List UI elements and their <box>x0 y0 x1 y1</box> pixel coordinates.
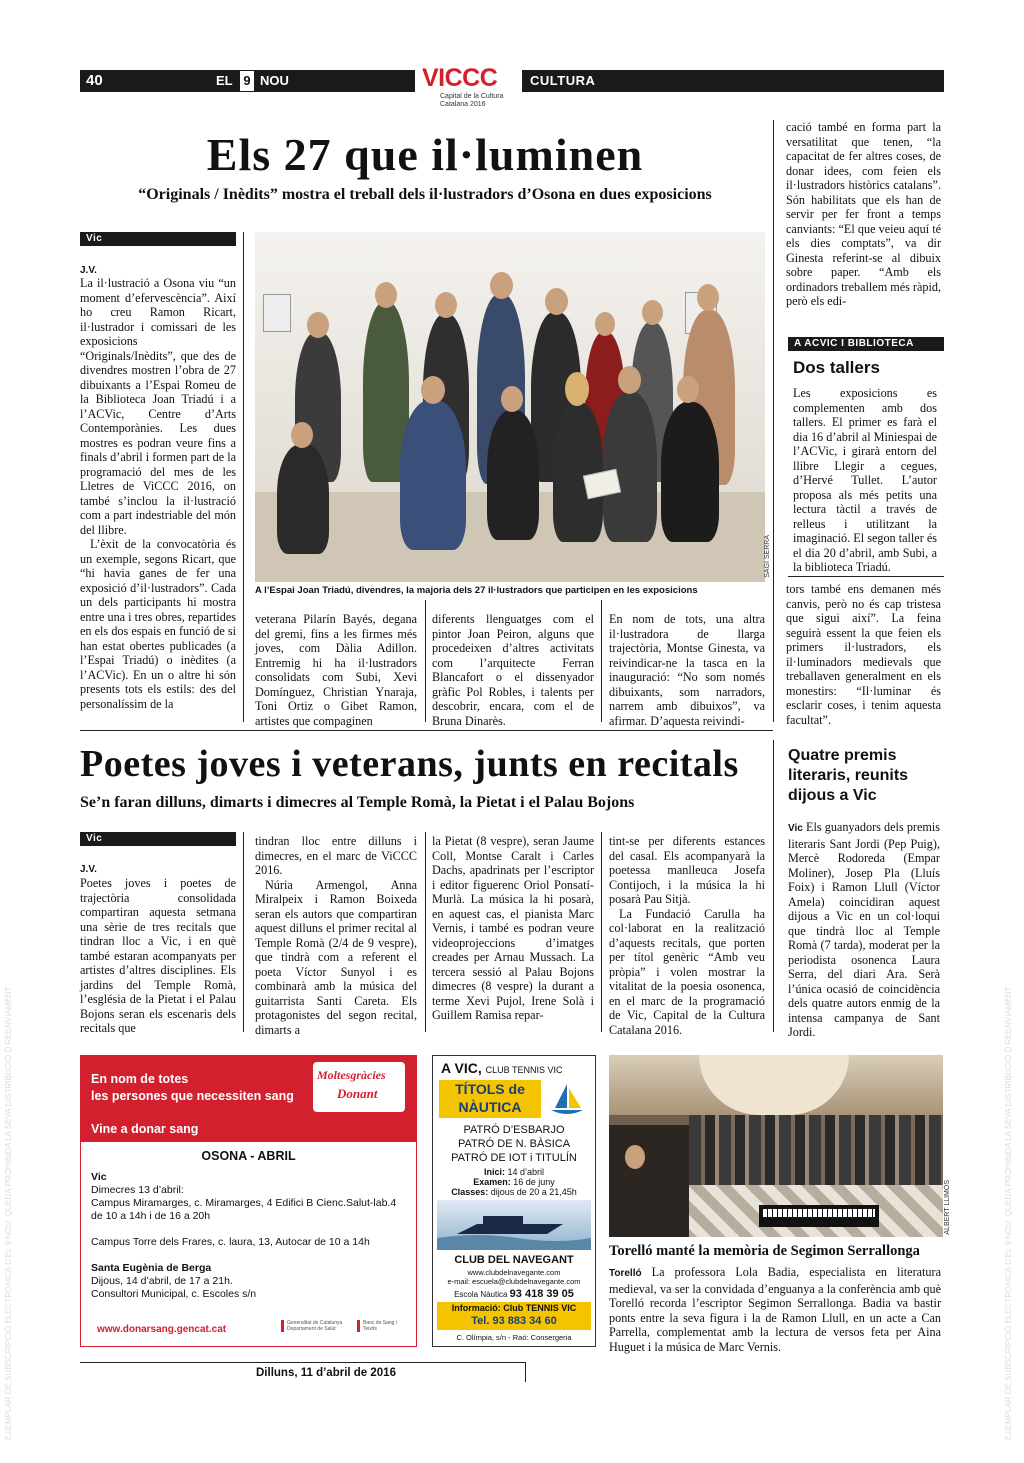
tallers-tag: A ACVIC I BIBLIOTECA <box>788 337 944 351</box>
ad-nautica-course3: PATRÓ DE IOT i TITULÍN <box>451 1152 577 1164</box>
col-divider <box>773 740 774 1032</box>
gencat-logo: Generalitat de Catalunya Departament de Salut <box>281 1320 357 1332</box>
person-head <box>618 366 641 394</box>
paper-name-el: EL <box>216 73 233 88</box>
ad-blood-line1: En nom de totes <box>91 1072 189 1086</box>
ad-nautica-inici <box>433 1167 595 1177</box>
article1-location-tag: Vic <box>80 232 236 246</box>
col-divider <box>243 232 244 722</box>
person-head <box>642 300 663 325</box>
person-head <box>490 272 513 299</box>
ad-blood-city2: Santa Eugènia de Berga <box>91 1262 212 1274</box>
watermark-left: EXEMPLAR DE SUBSCRIPCIÓ ELECTRÒNICA D’EL 9 NOU. QUEDA PROHIBIDA LA SEVA DISTRIBUCIÓ O REENVIAMENT <box>4 986 13 1440</box>
article2-column-4 <box>609 834 765 1037</box>
article1-column-3: diferents llenguatges com el pintor Joan Peiron, alguns que procedeixen d’altres activitats com l’arquitecte Ferran Blancafort o el dissenyador gràfic Pol Robles, i talents per descobrir, encara, com el de Bruna Dinarès. <box>432 612 594 728</box>
ad-nautica-top-small: CLUB TENNIS VIC <box>485 1065 563 1075</box>
ad-nautica-course2: PATRÓ DE N. BÀSICA <box>457 1138 571 1150</box>
ad-nautica-boat-photo <box>437 1200 591 1250</box>
article2-location-tag: Vic <box>80 832 236 846</box>
ad-blood-badge-text2: Donant <box>337 1086 378 1101</box>
person-head <box>375 282 397 308</box>
ad-blood-line2: les persones que necessiten sang <box>91 1089 294 1103</box>
article1-photo <box>255 232 765 582</box>
section-name: CULTURA <box>530 73 596 88</box>
article2-col2-para1: tindran lloc entre dilluns i dimecres, en el marc de ViCCC 2016. <box>255 834 417 877</box>
article1-col1-para1: La il·lustració a Osona viu “un moment d’efervescència”. Així ho creu Ramon Ricart, il·lustrador i comissari de les exposicions “Originals/Inèdits”, que des de divendres mostren l’obra de 27 dibuixants a l’Espai Romeu de la Biblioteca Joan Triadú i a l’ACVic, Centre d’Arts Contemporànies. Les dues mostres es podran veure fins a finals d’abril i formen part de la programació del mes de les Lletres de ViCCC 2016, on també s’inclou la il·lustració com a part indestriable del món del llibre. <box>80 276 236 537</box>
article2-col4-para2: La Fundació Carulla ha col·laborat en la realització d’aquests recitals, que porten per títol genèric “Amb veu pròpia” i volen mostrar la vitalitat de la poesia osonenca, en el marc de la programació de Vic, Capital de la Cultura Catalana 2016. <box>609 906 765 1037</box>
paper-name-nou: NOU <box>260 73 289 88</box>
ad-blood-place2: Campus Torre dels Frares, c. laura, 13, Autocar de 10 a 14h <box>91 1236 370 1248</box>
ad-nautica-inici-value: 14 d’abril <box>507 1167 545 1177</box>
article1-photo-caption: A l’Espai Joan Triadú, divendres, la majoria dels 27 il·lustradors que participen en les exposicions <box>255 585 698 596</box>
ad-nautica-top-main: A VIC, <box>441 1060 482 1076</box>
col-divider <box>425 832 426 1032</box>
col-divider <box>243 832 244 1032</box>
wall-frame-1 <box>263 294 291 332</box>
article1-byline: J.V. <box>80 265 97 276</box>
ad-nautica-top <box>441 1060 562 1076</box>
ad-blood-place3: Consultori Municipal, c. Escoles s/n <box>91 1288 257 1300</box>
person-head <box>595 312 615 336</box>
person-head <box>421 376 445 404</box>
ad-nautica-course1: PATRÓ D’ESBARJO <box>463 1124 565 1136</box>
ad-blood-date2: Dijous, 14 d’abril, de 17 a 21h. <box>91 1275 233 1287</box>
sailboat-icon <box>547 1080 587 1120</box>
article3-photo-credit: ALBERT LLIMÓS <box>944 1180 951 1235</box>
viccc-logo-sub1: Capital de la Cultura <box>440 93 504 100</box>
col-divider <box>601 832 602 1032</box>
page-number: 40 <box>86 72 103 89</box>
person <box>277 444 329 554</box>
person-head <box>435 292 457 318</box>
ad-nautica-title2: NÀUTICA <box>458 1099 522 1115</box>
tallers-text: Les exposicions es complementen amb dos tallers. El primer es farà el dia 16 d’abril al Miniespai de l’ACVic, i girarà entorn del llibre Llegir a cegues, d’Hervé Tullet. L’autor proposa als més petits una lectura tàctil a través de relleus i utilitzant la imaginació. El segon taller és el dia 20 d’abril, amb Subi, a la biblioteca Triadú. <box>793 386 937 574</box>
ad-nautica-web: www.clubdelnavegante.com <box>467 1268 561 1277</box>
article3-location: Torelló <box>609 1268 642 1279</box>
premis-body: Els guanyadors dels premis literaris Sant Jordi (Pep Puig), Mercè Rodoreda (Empar Moliner), Josep Pla (Lluís Foix) i Ramon Llull (Víctor Amela) coincidiran aquest dijous a Vic en un col·loqui que tindrà lloc al Temple Romà (7 tarda), moderat per la periodista osonenca Laura Serra, del diari Ara. Serà l’única ocasió de coincidència dels quatre autors enmig de la intensa campanya de Sant Jordi. <box>788 820 941 1039</box>
article2-subhead: Se’n faran dilluns, dimarts i dimecres al Temple Romà, la Pietat i el Palau Bojons <box>80 794 635 811</box>
ad-blood-donation <box>80 1055 417 1347</box>
ad-nautica-phone1: 93 418 39 05 <box>509 1288 574 1300</box>
ad-blood-badge-text1: Moltesgràcies <box>317 1068 386 1082</box>
col-divider <box>773 120 774 722</box>
article2-col2-para2: Núria Armengol, Anna Miralpeix i Ramon Boixeda seran els autors que compartiran aquest dilluns el primer recital al Temple Romà (2/4 de 9 vespre), que tindrà com a referent el poeta Víctor Sunyol i es combinarà amb la música del guitarrista Santi Careta. Els protagonistes del segon recital, dimarts a <box>255 877 417 1037</box>
person-head <box>545 288 568 315</box>
ad-nautica-school: Escola Nàutica <box>454 1290 508 1299</box>
tallers-title: Dos tallers <box>793 358 880 377</box>
ad-blood-city1: Vic <box>91 1171 107 1183</box>
ad-nautica-inici-label: Inici: <box>483 1167 505 1177</box>
footer-rule <box>80 1362 525 1363</box>
footer-date: Dilluns, 11 d’abril de 2016 <box>256 1367 396 1379</box>
speaker-head <box>625 1145 645 1169</box>
article3-headline: Torelló manté la memòria de Segimon Serrallonga <box>609 1243 920 1259</box>
ad-nautica-examen-value: 16 de juny <box>513 1177 555 1187</box>
ad-blood-date1: Dimecres 13 d’abril: <box>91 1184 184 1196</box>
ad-nautica-examen <box>433 1177 595 1187</box>
article1-column-5-top: cació també en forma part la versatilitat que tenen, “la capacitat de fer altres coses, de donar idees, com feien els il·lustradors històrics catalans”. Són habilitats que els han de servir per fer front a temps canviants: “El que veieu aquí té els dies comptats”, va dir Ginesta referint-se al dibuix sobre paper. “Amb els ordinadors treballem més ràpid, però els edi- <box>786 120 942 308</box>
speakers-table <box>609 1125 689 1237</box>
ad-nautica-examen-label: Examen: <box>473 1177 511 1187</box>
article1-subhead: “Originals / Inèdits” mostra el treball dels il·lustradors d’Osona en dues exposicions <box>138 186 712 203</box>
article3-photo <box>609 1055 943 1237</box>
viccc-logo: VICCC <box>422 64 498 92</box>
person-head <box>291 422 313 448</box>
person-head <box>501 386 523 412</box>
piano-keys <box>763 1209 875 1217</box>
ad-nautica-classes <box>433 1187 595 1197</box>
person-head <box>677 376 699 403</box>
article1-headline: Els 27 que il·luminen <box>206 129 644 180</box>
article2-column-2 <box>255 834 417 1037</box>
banc-sang-logo: Banc de Sang i Teixits <box>357 1320 403 1332</box>
premis-title: Quatre premis literaris, reunits dijous a Vic <box>788 747 909 804</box>
ad-nautica-phone2: Tel. 93 883 34 60 <box>471 1315 557 1327</box>
ad-nautica-title1: TÍTOLS de <box>455 1081 525 1097</box>
ad-blood-place1: Campus Miramarges, c. Miramarges, 4 Edifici B Cienc.Salut-lab.4 de 10 a 14h i de 16 a 20h <box>91 1197 397 1222</box>
article1-column-2: veterana Pilarín Bayés, degana del gremi, fins a les firmes més joves, com Dàlia Adillon. Entremig hi ha il·lustradors consolidats com Subi, Xevi Domínguez, Christian Ynaraja, Toni Ortiz o Gibet Ramon, artistes que compaginen <box>255 612 417 728</box>
article2-headline: Poetes joves i veterans, junts en recitals <box>80 743 739 785</box>
footer-divider <box>525 1362 526 1382</box>
ad-nautica-classes-label: Classes: <box>451 1187 489 1197</box>
person <box>400 400 466 550</box>
ad-blood-region: OSONA - ABRIL <box>201 1149 296 1163</box>
ad-nautica-school-line <box>433 1288 595 1300</box>
ad-nautica-email: e-mail: escuela@clubdelnavegante.com <box>447 1277 581 1286</box>
article1-photo-credit: SAGI SERRA <box>764 535 771 578</box>
article3-body: La professora Lola Badia, especialista en literatura medieval, va ser la convidada d’enguanya a la conferència amb què Torelló recorda l’escriptor Segimon Serrallonga. Badia va bastir ponts entre la seva figura i la de Ramon Llull, en un acte a Can Parrella, complementat amb la lectura de versos feta per Aina Huguet i la música de Marc Vernis. <box>609 1265 941 1354</box>
article2-byline: J.V. <box>80 864 97 875</box>
article1-column-4: En nom de tots, una altra il·lustradora de llarga trajectòria, Montse Ginesta, va reivindicar-ne la tasca en la inauguració: “No som només dibuixants, som narradors, narrem amb dibuixos”, va afirmar. D’aquesta reivindi- <box>609 612 765 728</box>
article2-col4-para1: tint-se per diferents estances del casal. Els acompanyarà la poetessa manlleuca Josefa Contijoch, i la música la hi posarà Pau Sitjà. <box>609 834 765 906</box>
header-bar <box>80 70 944 92</box>
person <box>661 402 719 542</box>
person-head <box>565 372 589 406</box>
ad-nautica-classes-value: dijous de 20 a 21,45h <box>490 1187 577 1197</box>
premis-text <box>788 820 941 1039</box>
watermark-right: EXEMPLAR DE SUBSCRIPCIÓ ELECTRÒNICA D’EL 9 NOU. QUEDA PROHIBIDA LA SEVA DISTRIBUCIÓ O REENVIAMENT <box>1004 986 1013 1440</box>
audience <box>689 1115 943 1195</box>
tallers-bottom-rule <box>788 576 944 577</box>
article1-col1-para2: L’èxit de la convocatòria és un exemple, segons Ricart, que “hi havia ganes de fer una exposició d’il·lustradors”. Cada un dels participants hi mostra entre una i tres obres, repartides en els dos espais en funció de si han estat obertes publicades (a l’Espai Triadú) o inèdites (a l’ACVic). En un o altre hi són presents tots els estils: des del personalíssim de la <box>80 537 236 711</box>
ad-nautica <box>432 1055 596 1347</box>
article1-column-1 <box>80 276 236 722</box>
ad-nautica-info: Informació: Club TENNIS VIC <box>451 1303 577 1313</box>
person-head <box>307 312 329 338</box>
premis-location: Vic <box>788 823 803 834</box>
col-divider <box>425 600 426 722</box>
ad-blood-cta: Vine a donar sang <box>91 1122 199 1136</box>
section-rule <box>80 730 773 731</box>
ad-blood-url[interactable]: www.donarsang.gencat.cat <box>97 1324 227 1335</box>
person <box>603 392 657 542</box>
col-divider <box>601 600 602 722</box>
article1-column-5-bottom: tors també ens demanen més canvis, però no és cap tristesa que sigui així”. La feina seguirà essent la que feien els primers il·lustradors, els il·luminadors medievals que treballaven generalment en els monestirs: “Il·luminar és esclarir coses, i tenim aquesta facultat”. <box>786 582 941 727</box>
person <box>487 410 539 540</box>
ad-nautica-club: CLUB DEL NAVEGANT <box>454 1254 574 1266</box>
viccc-logo-sub2: Catalana 2016 <box>440 101 486 108</box>
person-head <box>697 284 719 311</box>
ad-nautica-address: C. Olímpia, s/n - Raó: Consergeria <box>456 1333 572 1342</box>
article2-column-1: Poetes joves i poetes de trajectòria consolidada compartiran aquesta setmana una sèrie de tres recitals que tindran lloc a Vic, i en què també estaran acompanyats per artistes d’altres disciplines. Els jardins del Temple Romà, l’església de la Pietat i el Palau Bojons seran els escenaris dels recitals que <box>80 876 236 1035</box>
paper-name-nine: 9 <box>240 71 254 91</box>
article3-text <box>609 1265 941 1354</box>
article2-column-3: la Pietat (8 vespre), seran Jaume Coll, Montse Caralt i Carles Dachs, apadrinats per l’escriptor i editor figuerenc Oriol Ponsatí-Murlà. La música la hi posarà, en aquest cas, el pianista Marc Vernis, i també es podran veure videoprojeccions d’imatges creades per Arnau Mussach. La tercera sessió al Palau Bojons dimecres (8 vespre) la durant a terme Xevi Pujol, Irene Solà i Guillem Ramisa repar- <box>432 834 594 1022</box>
